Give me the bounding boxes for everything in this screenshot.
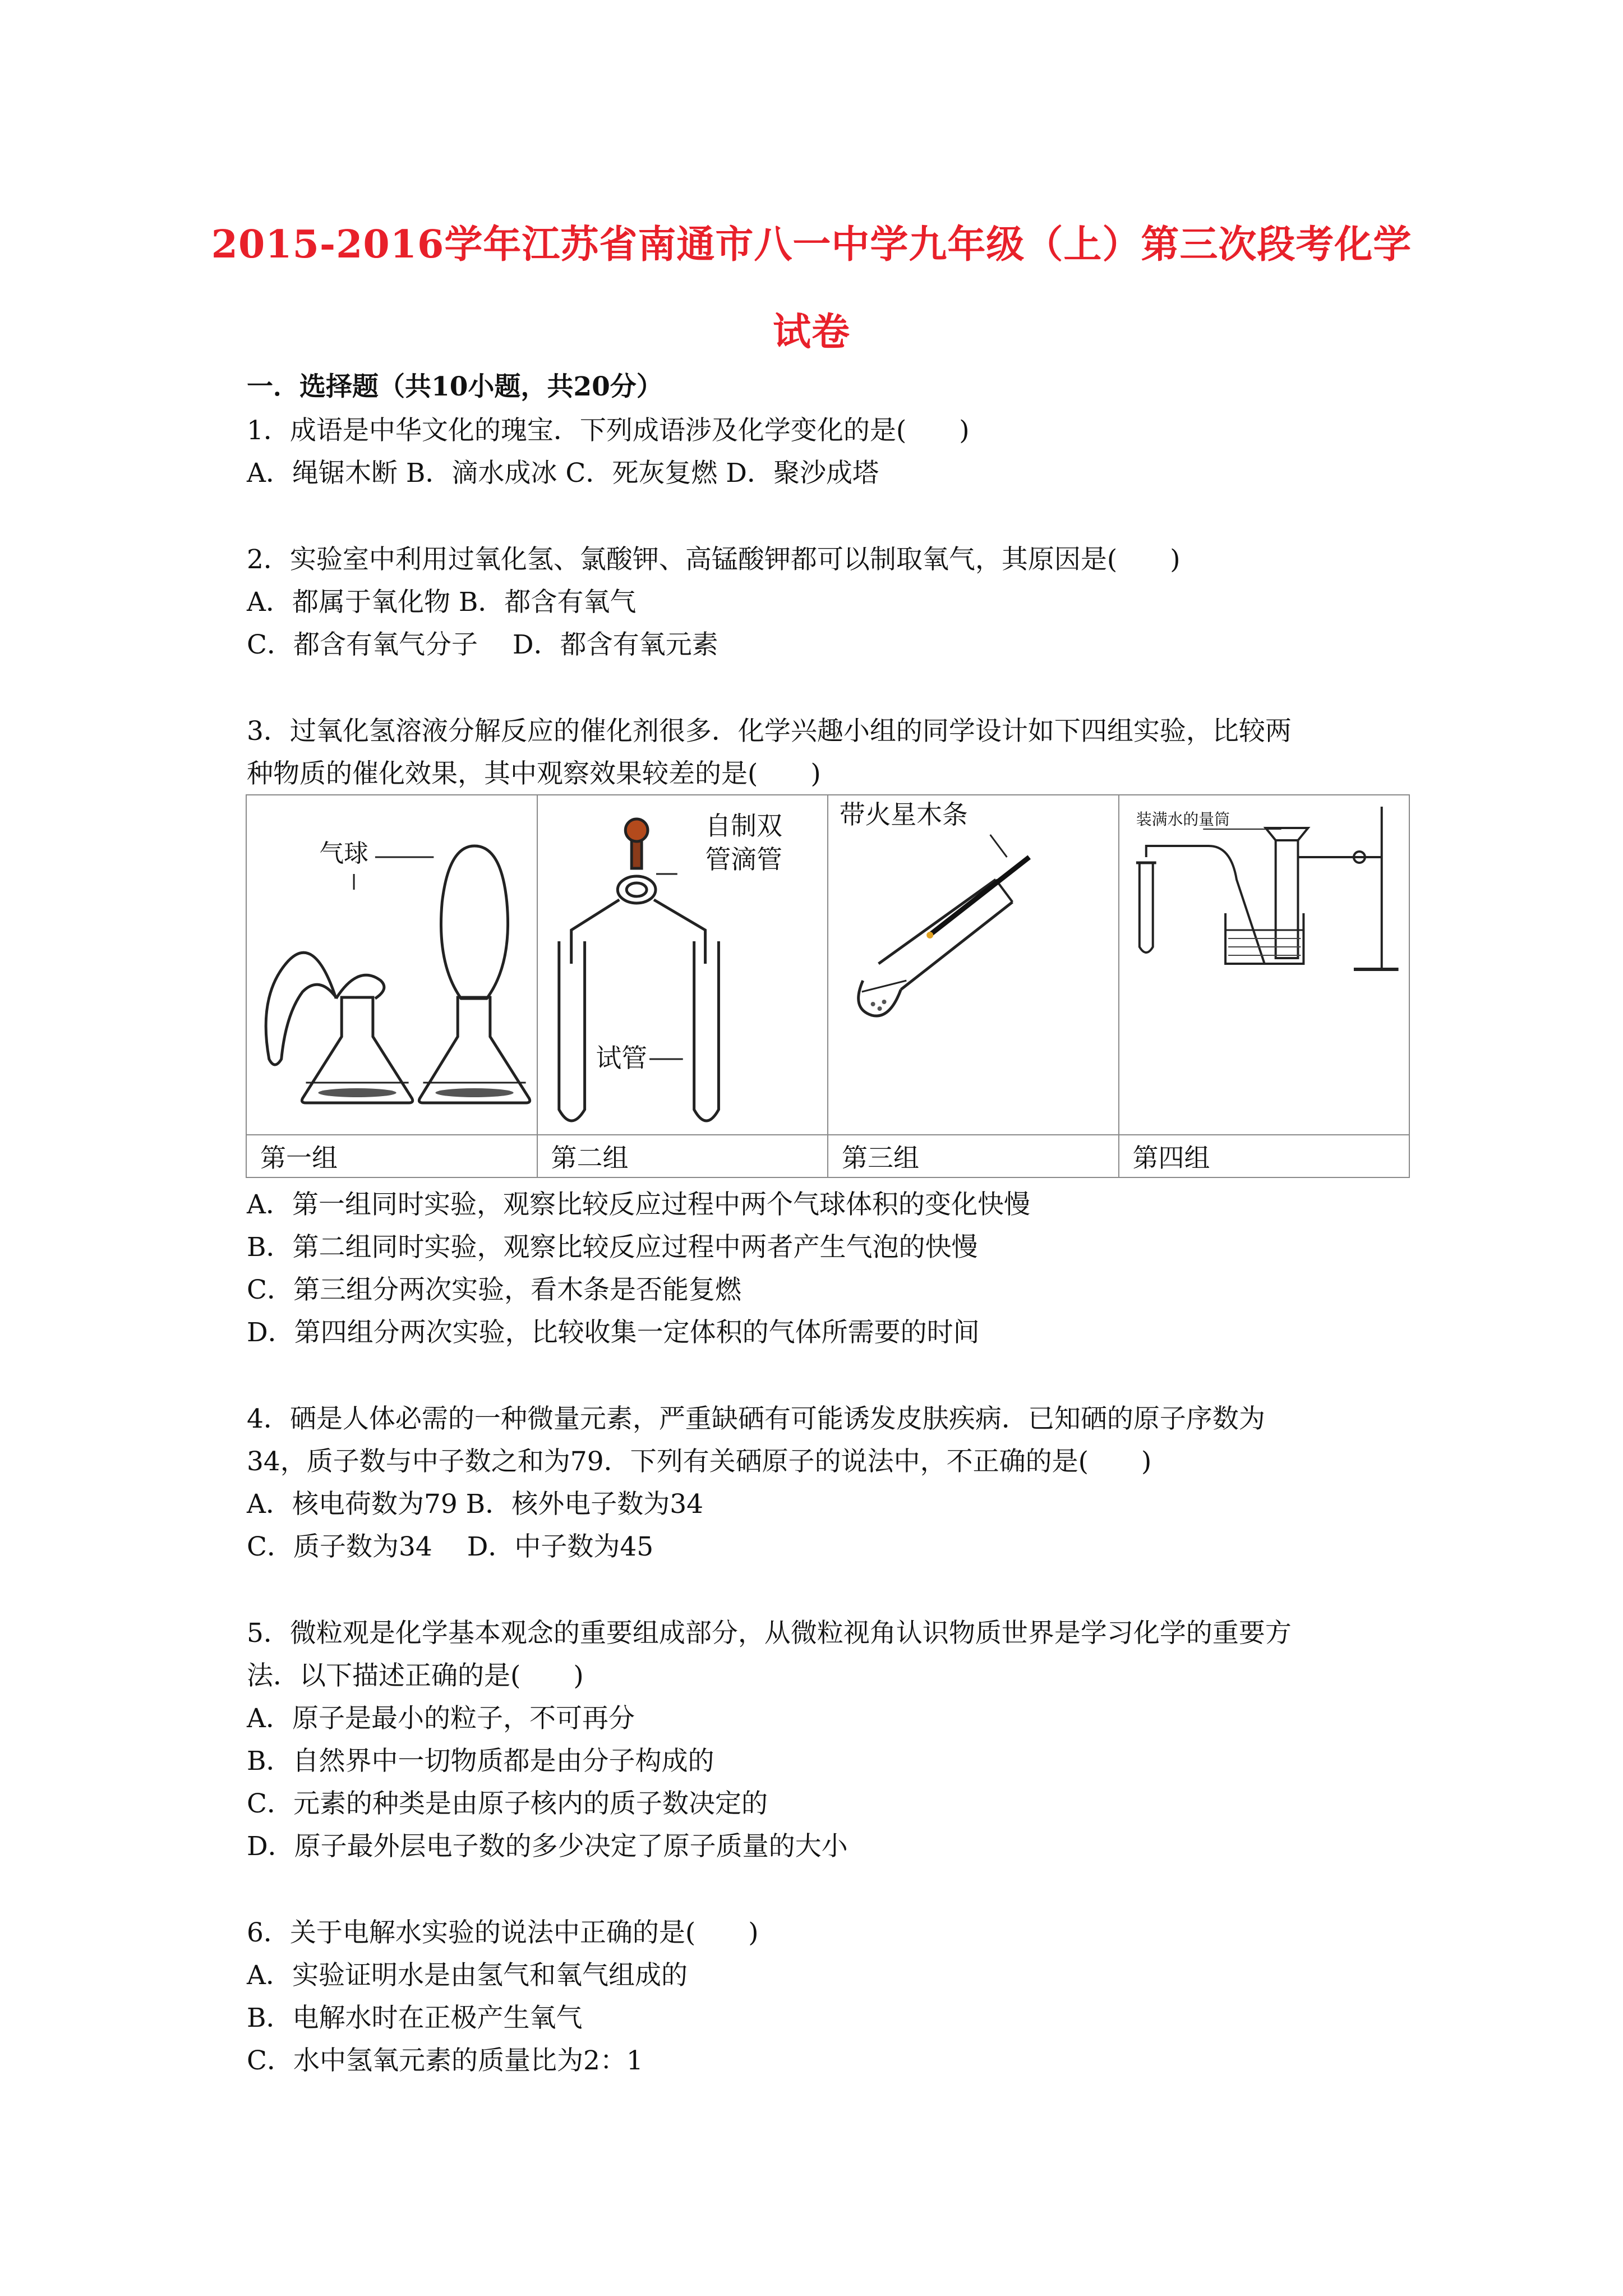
group1-figure [246,795,537,1135]
glowing-splint-tube-icon [828,795,1118,1134]
exam-title-line1: 2015-2016学年江苏省南通市八一中学九年级（上）第三次段考化学 [211,222,1412,267]
q3-stem-2: 种物质的催化效果，其中观察效果较差的是( ) [247,758,821,789]
q5-option-b: B．自然界中一切物质都是由分子构成的 [247,1746,714,1777]
q5-stem-2: 法．以下描述正确的是( ) [247,1660,584,1691]
q4-options-2: C．质子数为34 D．中子数为45 [247,1531,654,1562]
group4-figure [1119,795,1410,1135]
q2-options-2: C．都含有氧气分子 D．都含有氧元素 [247,629,718,660]
q6-stem: 6．关于电解水实验的说法中正确的是( ) [247,1917,759,1948]
q3-option-d: D．第四组分两次实验，比较收集一定体积的气体所需要的时间 [247,1317,980,1348]
q4-options-1: A．核电荷数为79 B．核外电子数为34 [247,1489,704,1520]
q6-option-a: A．实验证明水是由氢气和氧气组成的 [247,1960,688,1991]
q1-stem: 1．成语是中华文化的瑰宝．下列成语涉及化学变化的是( ) [247,415,970,446]
q1-options: A．绳锯木断 B．滴水成冰 C．死灰复燃 D．聚沙成塔 [247,458,879,489]
q5-stem-1: 5．微粒观是化学基本观念的重要组成部分，从微粒视角认识物质世界是学习化学的重要方 [247,1618,1292,1649]
q3-option-c: C．第三组分两次实验，看木条是否能复燃 [247,1274,741,1305]
section-heading: 一．选择题（共10小题，共20分） [247,371,663,402]
cylinder-label: 装满水的量筒 [1136,809,1230,829]
water-displacement-icon [1119,795,1409,1134]
q2-stem: 2．实验室中利用过氧化氢、氯酸钾、高锰酸钾都可以制取氧气，其原因是( ) [247,544,1181,575]
q5-option-d: D．原子最外层电子数的多少决定了原子质量的大小 [247,1831,848,1862]
q3-option-a: A．第一组同时实验，观察比较反应过程中两个气球体积的变化快慢 [247,1189,1030,1220]
double-dropper-icon [538,795,828,1134]
caption-group1: 第一组 [246,1135,537,1177]
q4-stem-1: 4．硒是人体必需的一种微量元素，严重缺硒有可能诱发皮肤疾病．已知硒的原子序数为 [247,1404,1265,1434]
q6-option-b: B．电解水时在正极产生氧气 [247,2003,583,2033]
balloon-flasks-icon [247,795,537,1134]
group2-figure [537,795,828,1135]
experiment-table [246,794,1410,1178]
caption-group4: 第四组 [1119,1135,1410,1177]
q3-option-b: B．第二组同时实验，观察比较反应过程中两者产生气泡的快慢 [247,1232,978,1263]
splint-label: 带火星木条 [839,799,968,830]
q5-option-c: C．元素的种类是由原子核内的质子数决定的 [247,1788,768,1819]
q4-stem-2: 34，质子数与中子数之和为79．下列有关硒原子的说法中，不正确的是( ) [247,1446,1152,1477]
q6-option-c: C．水中氢氧元素的质量比为2：1 [247,2045,643,2076]
dropper-label-1: 自制双 [705,810,782,841]
balloon-label: 气球 [319,839,368,868]
caption-group2: 第二组 [537,1135,828,1177]
exam-title-line2: 试卷 [772,310,850,355]
group3-figure [828,795,1119,1135]
test-tube-label: 试管 [595,1042,647,1074]
caption-group3: 第三组 [828,1135,1119,1177]
dropper-label-2: 管滴管 [705,844,782,875]
q2-options-1: A．都属于氧化物 B．都含有氧气 [247,587,637,618]
q5-option-a: A．原子是最小的粒子，不可再分 [247,1703,635,1734]
q3-stem-1: 3．过氧化氢溶液分解反应的催化剂很多．化学兴趣小组的同学设计如下四组实验，比较两 [247,716,1292,747]
